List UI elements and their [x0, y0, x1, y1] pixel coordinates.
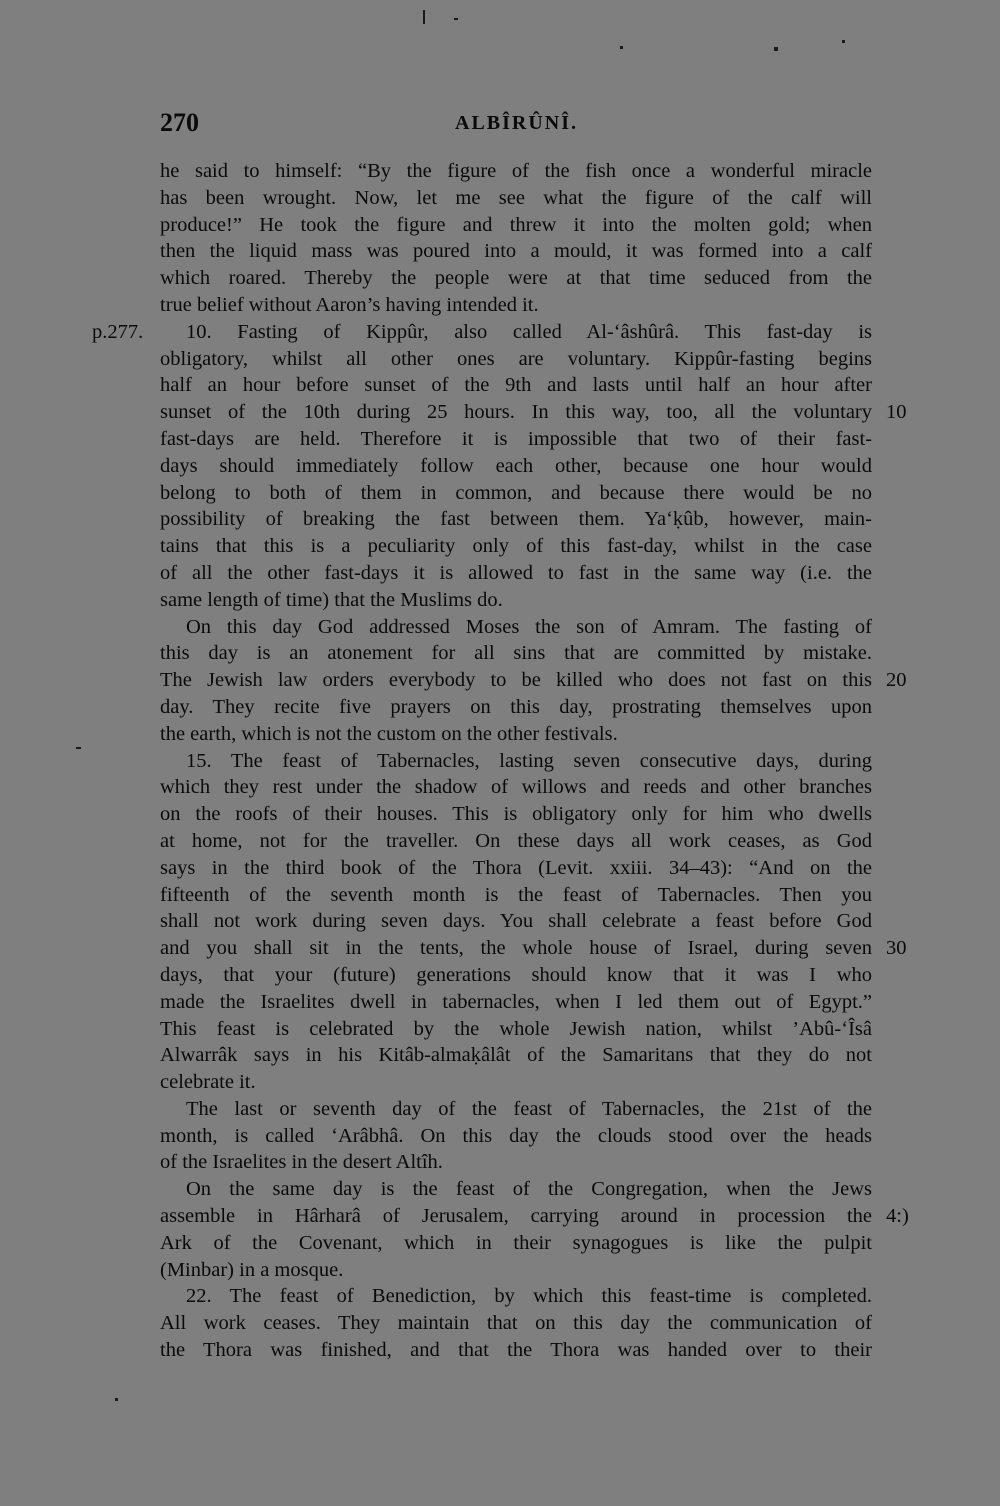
text-line: The last or seventh day of the feast of Tabernacles, the 21st of the [186, 1097, 872, 1120]
text-line: fast-days are held. Therefore it is impossible that two of their fast- [160, 427, 872, 450]
page-number: 270 [160, 108, 199, 137]
text-line-with-margin [92, 319, 872, 346]
text-line-with-number [160, 667, 907, 694]
ink-speck [842, 40, 845, 43]
text-line: 22. The feast of Benediction, by which this feast-time is completed. [186, 1285, 872, 1308]
text-line: tains that this is a peculiarity only of this fast-day, whilst in the case [160, 535, 872, 558]
line-number: 10 [886, 401, 907, 424]
text-line-with-number [160, 935, 907, 962]
text-line: of the Israelites in the desert Altîh. [160, 1151, 443, 1174]
text-line: possibility of breaking the fast between them. Ya‘ḳûb, however, main- [160, 508, 872, 531]
line-number: 30 [886, 937, 907, 960]
text-line: On this day God addressed Moses the son of Amram. The fasting of [186, 615, 872, 638]
text-line: sunset of the 10th during 25 hours. In this way, too, all the voluntary [160, 401, 872, 424]
text-line: made the Israelites dwell in tabernacles, when I led them out of Egypt.” [160, 990, 872, 1013]
text-line: celebrate it. [160, 1071, 256, 1094]
line-number: 4:) [886, 1205, 909, 1228]
text-line: of all the other fast-days it is allowed to fast in the same way (i.e. the [160, 561, 872, 584]
text-line: obligatory, whilst all other ones are voluntary. Kippûr-fasting begins [160, 347, 872, 370]
text-line: on the roofs of their houses. This is obligatory only for him who dwells [160, 803, 872, 826]
ink-speck [76, 747, 81, 749]
text-line: he said to himself: “By the figure of the fish once a wonderful miracle [160, 160, 872, 182]
margin-page-reference: p.277. [92, 320, 144, 343]
text-line: the earth, which is not the custom on the other festivals. [160, 722, 618, 745]
text-line: The Jewish law orders everybody to be killed who does not fast on this [160, 669, 872, 692]
text-body [92, 158, 909, 1364]
text-line: which they rest under the shadow of willows and reeds and other branches [160, 776, 872, 799]
text-line: days, that your (future) generations should know that it was I who [160, 963, 872, 986]
text-line: Alwarrâk says in his Kitâb-almaḳâlât of the Samaritans that they do not [160, 1044, 872, 1067]
text-line: and you shall sit in the tents, the whole house of Israel, during seven [160, 937, 872, 960]
running-title: ALBÎRÛNÎ. [455, 112, 579, 134]
ink-speck [115, 1398, 118, 1401]
text-line: at home, not for the traveller. On these days all work ceases, as God [160, 829, 872, 852]
text-line: the Thora was finished, and that the Thora was handed over to their [160, 1339, 872, 1362]
text-line: shall not work during seven days. You shall celebrate a feast before God [160, 910, 872, 933]
line-number: 20 [886, 669, 907, 692]
text-line: 15. The feast of Tabernacles, lasting seven consecutive days, during [186, 749, 872, 772]
text-line: month, is called ‘Arâbhâ. On this day the clouds stood over the heads [160, 1124, 872, 1147]
ink-speck [454, 18, 458, 20]
text-line: fifteenth of the seventh month is the feast of Tabernacles. Then you [160, 883, 872, 906]
text-line: has been wrought. Now, let me see what the figure of the calf will [160, 186, 872, 209]
text-line: says in the third book of the Thora (Levit. xxiii. 34–43): “And on the [160, 856, 872, 879]
text-line: true belief without Aaron’s having intended it. [160, 293, 539, 316]
text-line: belong to both of them in common, and because there would be no [160, 481, 872, 504]
text-line: This feast is celebrated by the whole Jewish nation, whilst ’Abû-‘Îsâ [160, 1017, 872, 1040]
ink-speck [774, 47, 778, 51]
text-line: day. They recite five prayers on this day, prostrating themselves upon [160, 695, 872, 718]
text-line: Ark of the Covenant, which in their synagogues is like the pulpit [160, 1231, 872, 1254]
text-line: On the same day is the feast of the Congregation, when the Jews [186, 1178, 872, 1201]
text-line: same length of time) that the Muslims do. [160, 588, 503, 611]
text-line: assemble in Hârharâ of Jerusalem, carrying around in procession the [160, 1205, 872, 1228]
text-line: produce!” He took the figure and threw it into the molten gold; when [160, 213, 872, 236]
ink-speck [423, 10, 425, 24]
text-line: half an hour before sunset of the 9th and lasts until half an hour after [160, 374, 872, 397]
page-header [160, 108, 880, 142]
text-line: 10. Fasting of Kippûr, also called Al-‘âshûrâ. This fast-day is [186, 320, 872, 343]
text-line: days should immediately follow each other, because one hour would [160, 454, 872, 477]
ink-speck [620, 46, 623, 49]
text-line-with-number [160, 399, 907, 426]
text-line: which roared. Thereby the people were at that time seduced from the [160, 267, 872, 290]
text-line: All work ceases. They maintain that on this day the communication of [160, 1312, 872, 1335]
text-line: then the liquid mass was poured into a mould, it was formed into a calf [160, 240, 872, 263]
text-line: this day is an atonement for all sins that are committed by mistake. [160, 642, 872, 665]
text-line: (Minbar) in a mosque. [160, 1258, 344, 1281]
text-line-with-number [160, 1203, 909, 1230]
